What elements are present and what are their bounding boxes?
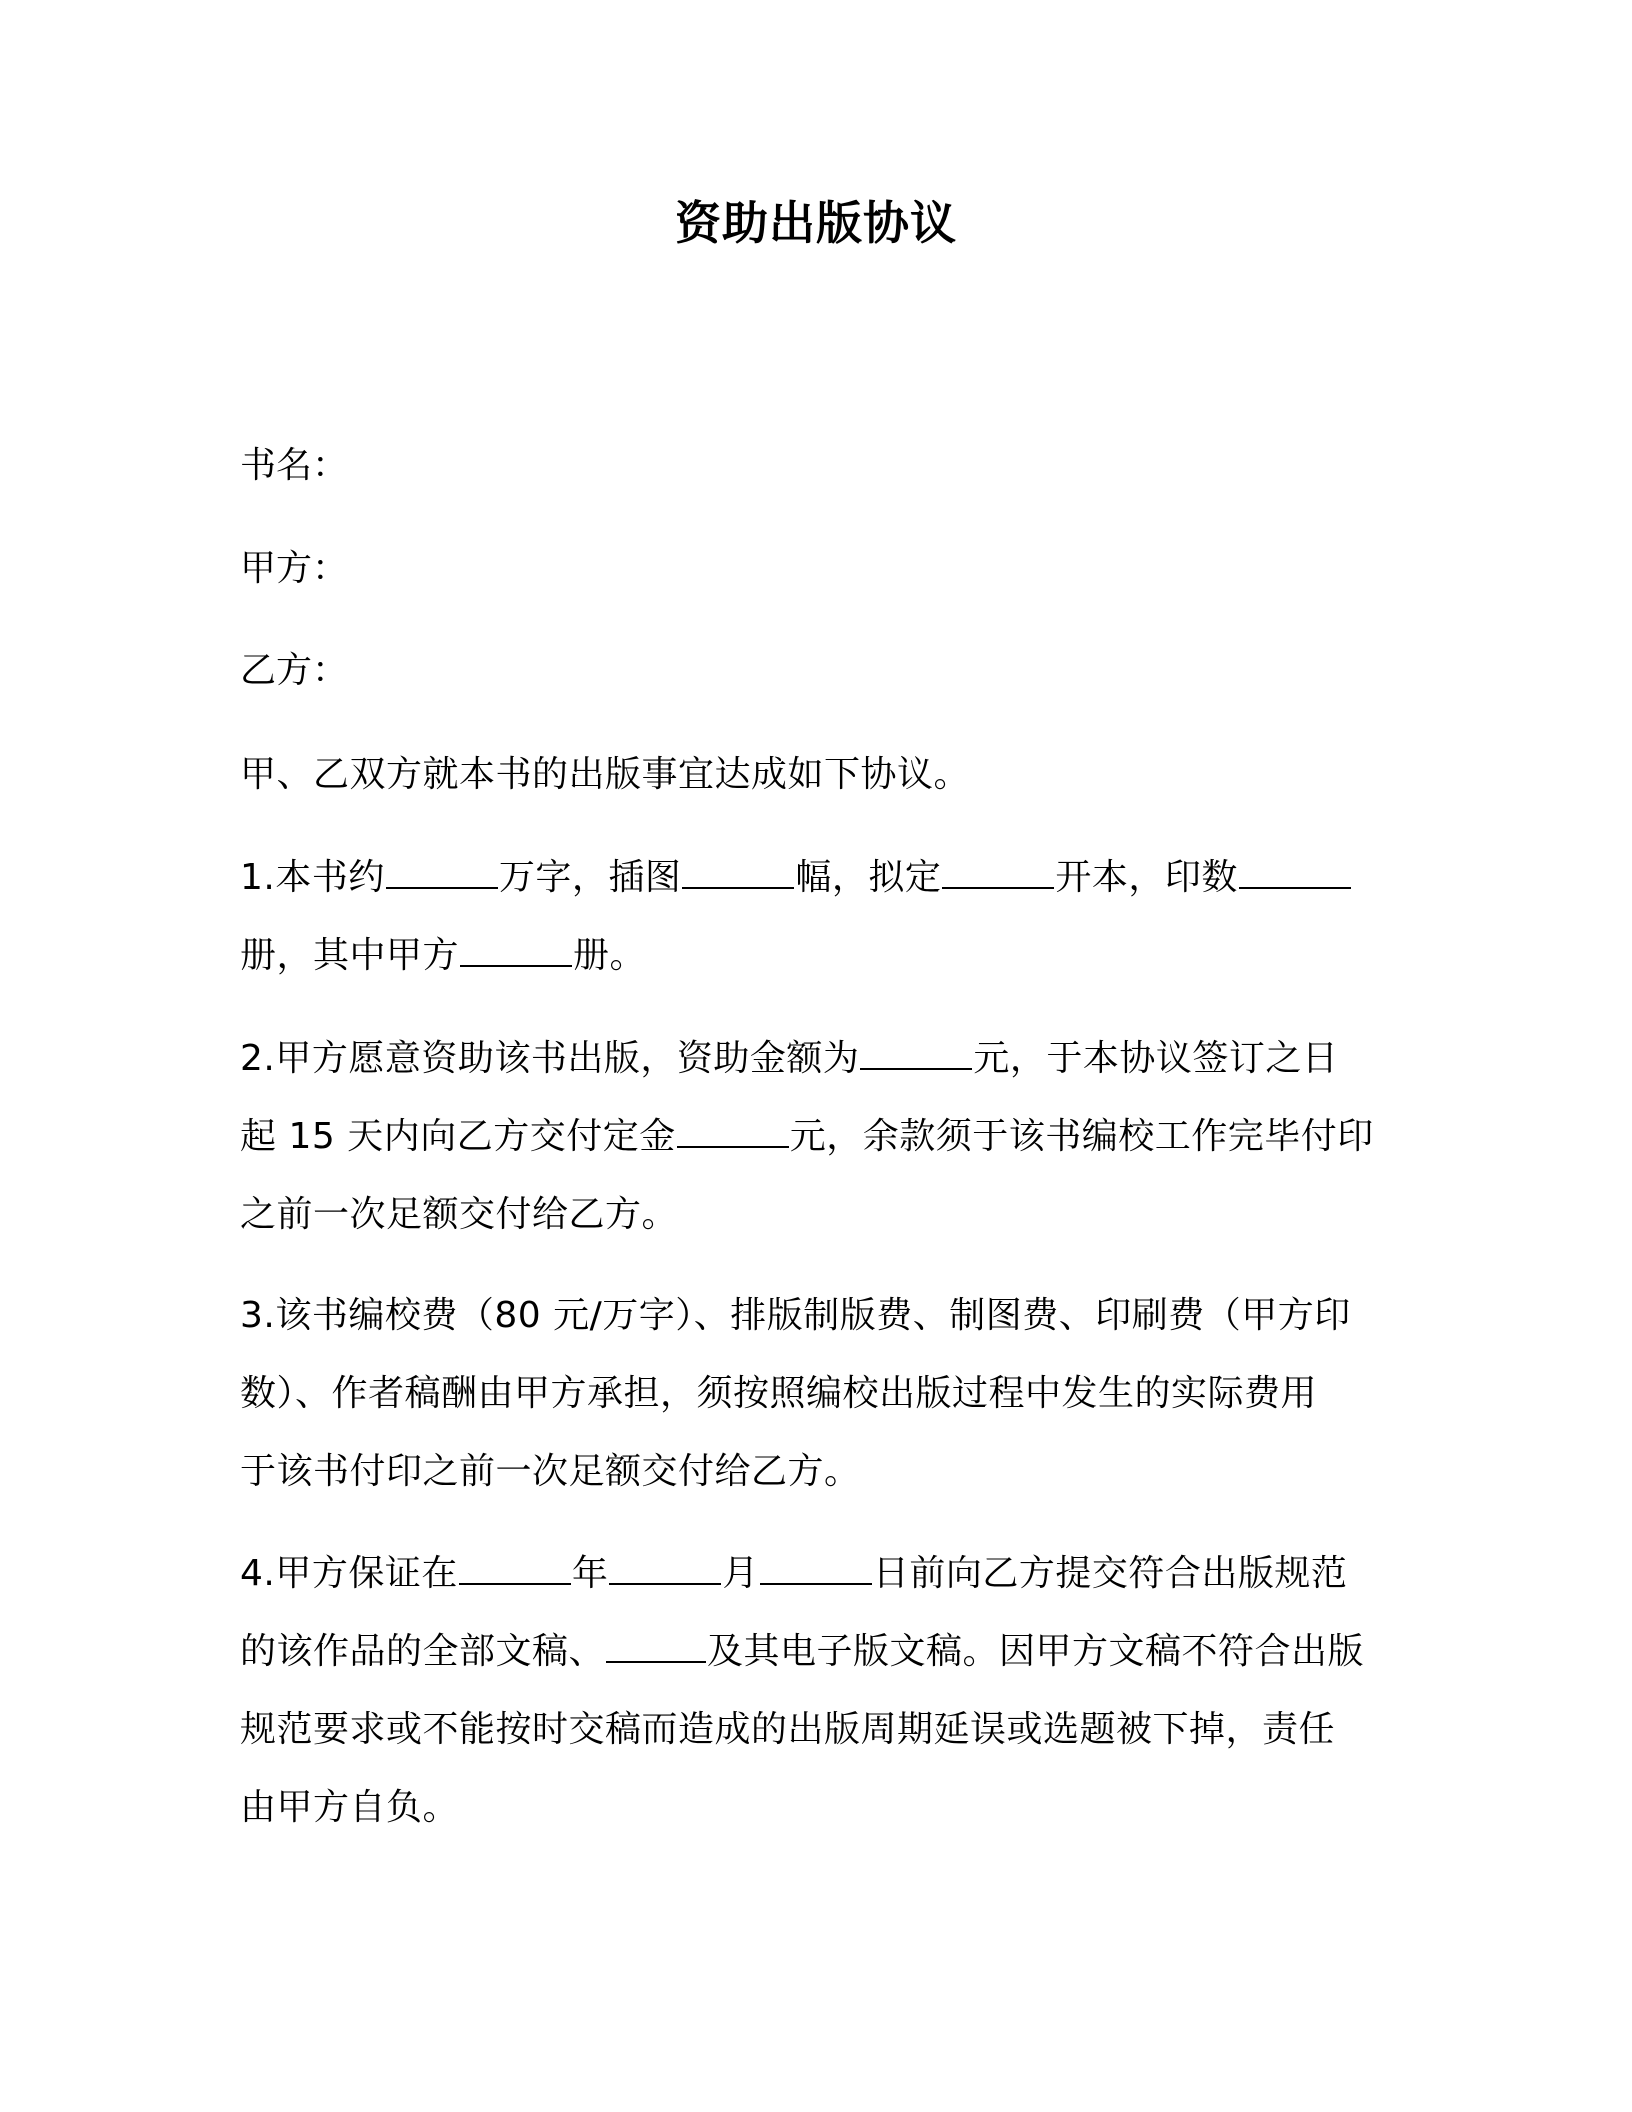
clause-4-line-4: 由甲方自负。 [240,1787,460,1828]
party-b-field: 乙方： [240,650,349,691]
clause-2-text: 元，于本协议签订之日 [973,1038,1339,1079]
day-blank [760,1549,872,1585]
clause-4-text: 的该作品的全部文稿、 [240,1631,606,1672]
clause-4-text: 月 [722,1553,759,1594]
clause-1-line-1 [240,839,1400,917]
clause-1-text: 1.本书约 [240,857,385,898]
clause-4-text: 年 [571,1553,609,1594]
clause-2-line-3: 之前一次足额交付给乙方。 [240,1194,679,1235]
book-name-field: 书名： [240,445,349,486]
party-a-copies-blank [460,931,572,967]
clause-1-text: 幅，拟定 [795,857,942,898]
clause-4-text: 及其电子版文稿。因甲方文稿不符合出版 [707,1631,1365,1672]
clause-4 [240,1535,1400,1847]
clause-4-text: 4.甲方保证在 [240,1553,458,1594]
illustration-count-blank [682,853,794,889]
clause-2-text: 2.甲方愿意资助该书出版，资助金额为 [240,1038,860,1079]
month-blank [609,1549,721,1585]
clause-1-text: 册，其中甲方 [240,935,460,976]
word-count-blank [386,853,498,889]
clause-3-line-1: 3.该书编校费（80 元/万字）、排版制版费、制图费、印刷费（甲方印 [240,1295,1351,1336]
clause-2-text: 元，余款须于该书编校工作完毕付印 [789,1116,1374,1157]
clause-1 [240,839,1400,995]
intro-text: 甲、乙双方就本书的出版事宜达成如下协议。 [240,754,971,795]
clause-3 [240,1277,1400,1511]
intro-paragraph [240,736,1400,814]
clause-4-line-1 [240,1535,1400,1613]
materials-blank [606,1627,706,1663]
party-a-field: 甲方： [240,548,349,589]
clause-3-line-2: 数）、作者稿酬由甲方承担，须按照编校出版过程中发生的实际费用 [240,1373,1318,1414]
clause-3-line-3: 于该书付印之前一次足额交付给乙方。 [240,1451,861,1492]
clause-2-line-1 [240,1020,1400,1098]
clause-2-line-2 [240,1098,1400,1176]
document-title: 资助出版协议 [675,196,957,250]
year-blank [459,1549,571,1585]
clause-1-text: 万字，插图 [498,857,682,898]
clause-2 [240,1020,1400,1254]
print-run-blank [1239,853,1351,889]
clause-1-text: 开本，印数 [1055,857,1238,898]
clause-4-line-3: 规范要求或不能按时交稿而造成的出版周期延误或选题被下掉，责任 [240,1709,1336,1750]
deposit-amount-blank [677,1112,789,1148]
clause-4-line-2 [240,1613,1400,1691]
clause-4-text: 日前向乙方提交符合出版规范 [872,1553,1348,1594]
clause-1-line-2 [240,917,1400,995]
format-blank [942,853,1054,889]
clause-1-text: 册。 [573,935,647,976]
sponsorship-amount-blank [860,1034,972,1070]
clause-2-text: 起 15 天内向乙方交付定金 [240,1116,676,1157]
